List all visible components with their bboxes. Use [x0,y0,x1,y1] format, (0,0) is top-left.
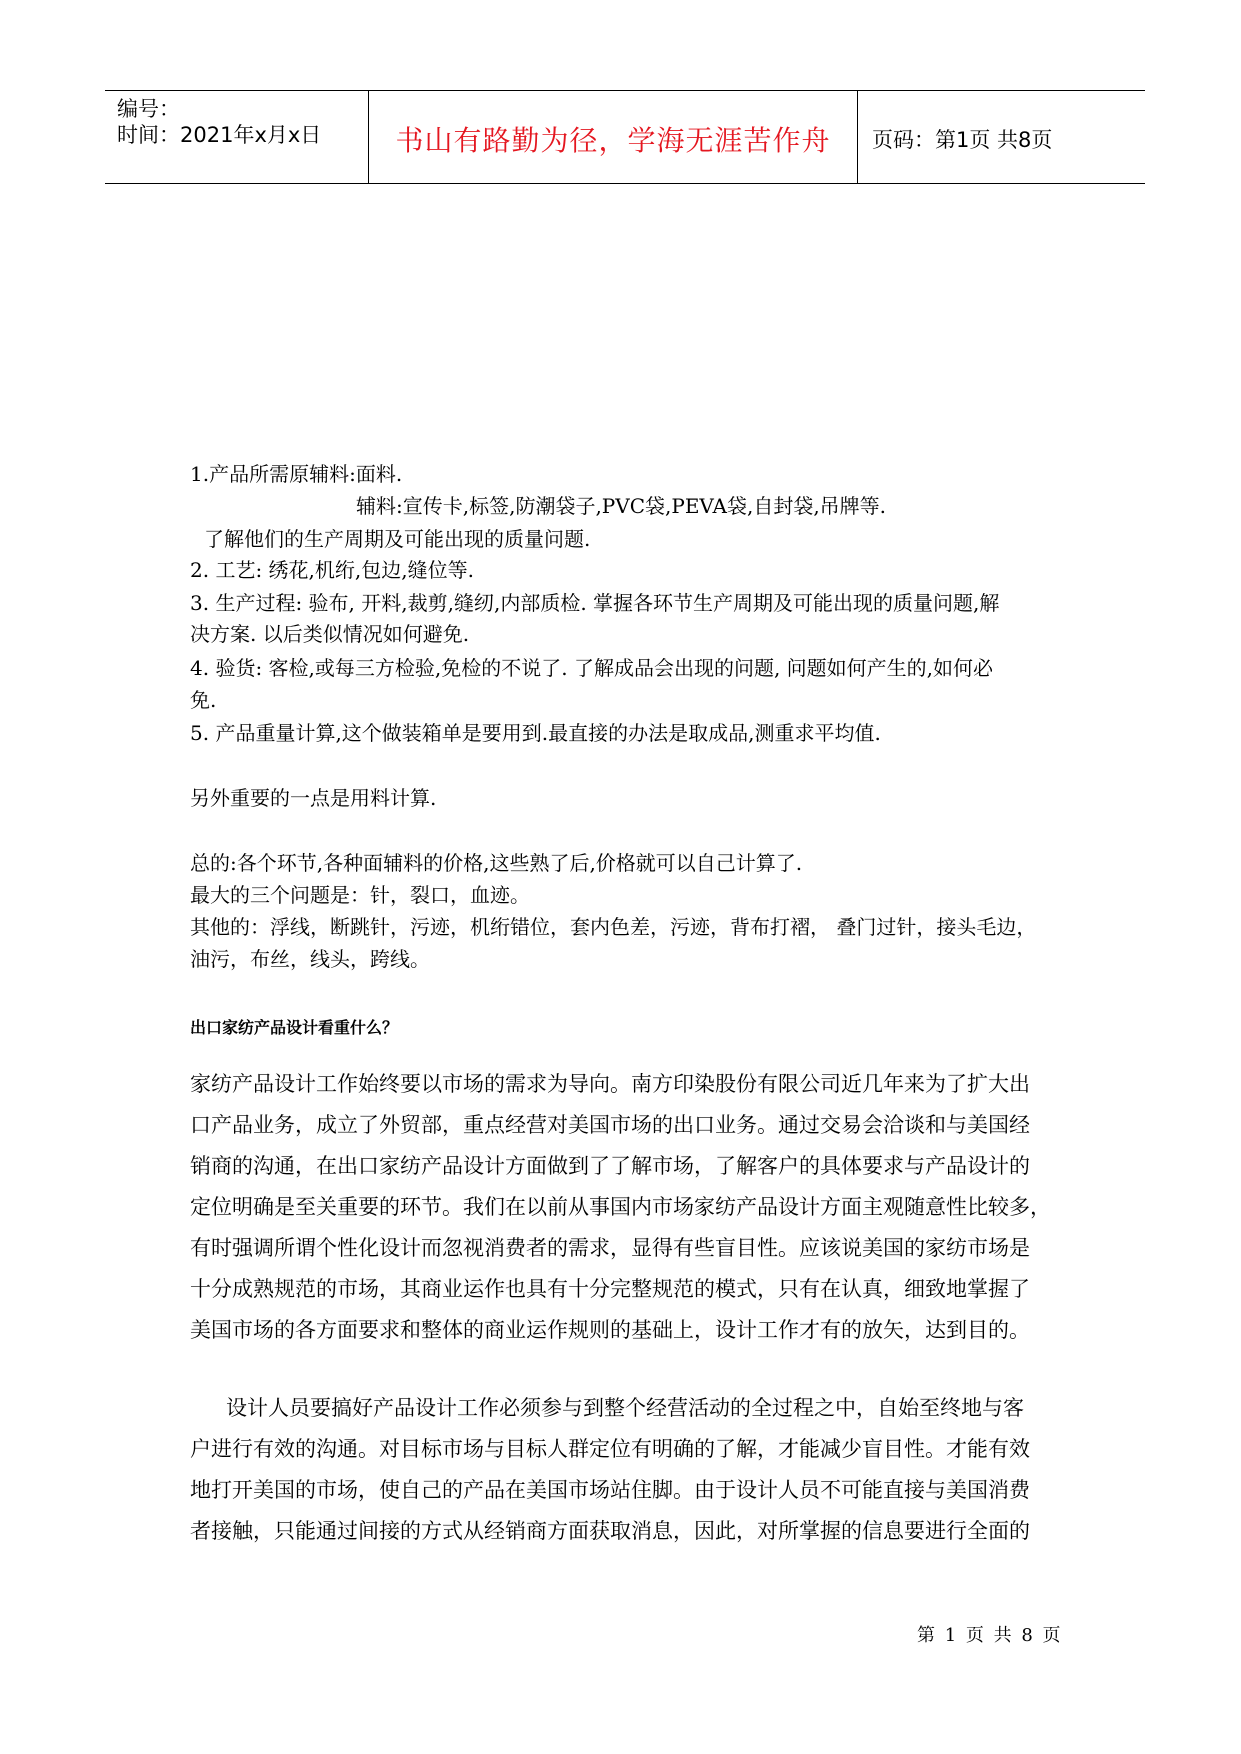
list-item-2: 2. 工艺: 绣花,机绗,包边,缝位等. [190,558,474,582]
paragraph-line: 口产品业务，成立了外贸部，重点经营对美国市场的出口业务。通过交易会洽谈和与美国经 [190,1113,1030,1137]
paragraph-line: 有时强调所谓个性化设计而忽视消费者的需求，显得有些盲目性。应该说美国的家纺市场是 [190,1236,1030,1260]
biggest-problems: 最大的三个问题是：针，裂口，血迹。 [190,883,530,907]
document-number: 编号： [117,97,180,121]
page-footer: 第 1 页 共 8 页 [917,1625,1061,1646]
list-item-4-cont: 免. [190,688,217,712]
paragraph-line: 者接触，只能通过间接的方式从经销商方面获取消息，因此，对所掌握的信息要进行全面的 [190,1519,1030,1543]
list-item-3-cont: 决方案. 以后类似情况如何避免. [190,622,470,646]
material-calc-note: 另外重要的一点是用料计算. [190,786,437,810]
list-item-4: 4. 验货: 客检,或每三方检验,免检的不说了. 了解成品会出现的问题, 问题如何产生的,如何必 [190,656,994,680]
paragraph-line: 十分成熟规范的市场，其商业运作也具有十分完整规范的模式，只有在认真，细致地掌握了 [190,1277,1030,1301]
list-item-1-accessories: 辅料:宣传卡,标签,防潮袋子,PVC袋,PEVA袋,自封袋,吊牌等. [356,494,887,518]
list-item-1-note: 了解他们的生产周期及可能出现的质量问题. [204,527,591,551]
paragraph-line: 家纺产品设计工作始终要以市场的需求为导向。南方印染股份有限公司近几年来为了扩大出 [190,1072,1030,1096]
paragraph-line: 销商的沟通，在出口家纺产品设计方面做到了了解市场，了解客户的具体要求与产品设计的 [190,1154,1030,1178]
summary-line: 总的:各个环节,各种面辅料的价格,这些熟了后,价格就可以自己计算了. [190,851,803,875]
paragraph-line: 定位明确是至关重要的环节。我们在以前从事国内市场家纺产品设计方面主观随意性比较多， [190,1195,1051,1219]
header-motto-cell [369,91,858,183]
list-item-1: 1.产品所需原辅料:面料. [190,462,403,486]
header-info-cell [105,91,369,183]
motto: 书山有路勤为径，学海无涯苦作舟 [395,124,831,157]
section-title: 出口家纺产品设计看重什么？ [190,1018,399,1037]
paragraph-line: 户进行有效的沟通。对目标市场与目标人群定位有明确的了解，才能减少盲目性。才能有效 [190,1437,1030,1461]
paragraph-line: 设计人员要搞好产品设计工作必须参与到整个经营活动的全过程之中，自始至终地与客 [226,1396,1024,1420]
paragraph-line: 地打开美国的市场，使自己的产品在美国市场站住脚。由于设计人员不可能直接与美国消费 [190,1478,1030,1502]
page-header [105,90,1145,184]
header-page-cell [858,91,1145,183]
header-page-info: 页码：第1页 共8页 [872,128,1053,152]
list-item-5: 5. 产品重量计算,这个做装箱单是要用到.最直接的办法是取成品,测重求平均值. [190,721,881,745]
paragraph-line: 美国市场的各方面要求和整体的商业运作规则的基础上，设计工作才有的放矢，达到目的。 [190,1318,1030,1342]
list-item-3: 3. 生产过程: 验布, 开料,裁剪,缝纫,内部质检. 掌握各环节生产周期及可能出现的质量问题,解 [190,591,1000,615]
other-problems-cont: 油污，布丝，线头，跨线。 [190,947,430,971]
other-problems: 其他的：浮线，断跳针，污迹，机绗错位，套内色差，污迹，背布打褶， 叠门过针，接头毛边， [190,915,1037,939]
document-date: 时间：2021年x月x日 [117,123,322,147]
